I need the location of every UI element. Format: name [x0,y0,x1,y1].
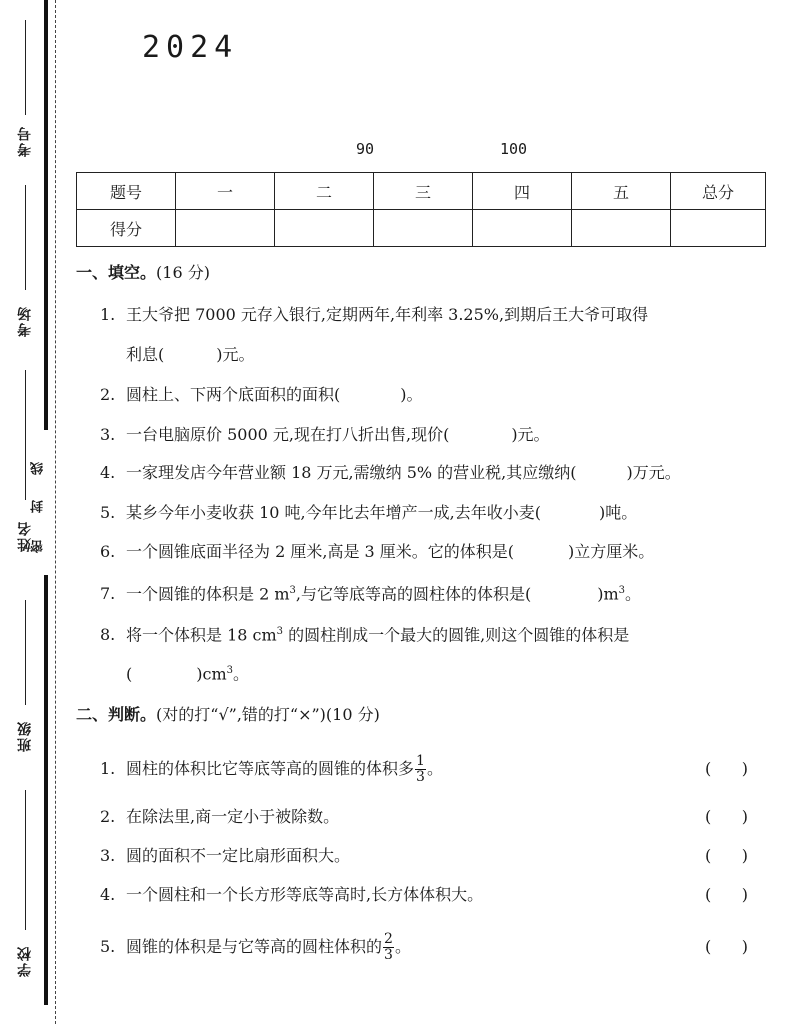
question-text: 。 [394,937,411,956]
question-number: 3. [100,425,116,444]
cell-score-blank [275,210,374,247]
answer-parentheses[interactable]: ( ) [705,759,748,778]
judge-question-1 [100,754,780,785]
question-text: 圆柱上、下两个底面积的面积( [126,385,341,404]
fraction-numerator: 1 [416,753,425,769]
question-text: 圆柱的体积比它等底等高的圆锥的体积多 [126,759,415,778]
field-rule [25,185,26,290]
label-school: 学校 [17,945,33,977]
judge-question-3 [100,845,780,867]
question-text: )。 [400,385,423,404]
question-text: ,与它等底等高的圆柱体的体积是( [295,584,532,604]
fraction-denominator: 3 [416,769,425,785]
cell-header: 四 [473,173,572,210]
cell-header: 三 [374,173,473,210]
question-number: 8. [100,625,116,645]
question-text: )立方厘米。 [568,542,655,561]
superscript: 3 [226,665,233,676]
question-text: ( [126,664,133,684]
cell-score-blank [473,210,572,247]
question-number: 6. [100,542,116,561]
question-number: 4. [100,463,116,482]
cell-score-blank [572,210,671,247]
question-number: 2. [100,807,116,826]
fill-question-3 [100,424,780,446]
cell-score-blank [176,210,275,247]
superscript: 3 [289,585,296,596]
fill-question-2 [100,384,780,406]
cell-score-label: 得分 [77,210,176,247]
question-text: 。 [426,759,443,778]
section1-title-text: 一、填空。 [76,263,157,282]
superscript: 3 [618,585,626,596]
fill-question-1 [100,304,780,326]
header-number-90: 90 [356,140,375,158]
cell-score-blank [671,210,766,247]
cell-header: 题号 [77,173,176,210]
question-text: 一个圆柱和一个长方形等底等高时,长方体体积大。 [126,885,484,904]
field-rule [25,600,26,705]
question-number: 5. [100,503,116,522]
seal-word-mi: 密 [31,540,46,553]
field-rule [25,370,26,500]
fraction-numerator: 2 [384,931,393,947]
question-text: 一个圆锥底面半径为 2 厘米,高是 3 厘米。它的体积是( [126,542,515,561]
seal-word-xian: 线 [31,462,46,475]
question-number: 2. [100,385,116,404]
question-number: 1. [100,305,116,324]
fraction-denominator: 3 [384,947,393,963]
fraction [415,754,426,785]
question-text: )万元。 [626,463,681,482]
answer-parentheses[interactable]: ( ) [705,846,748,865]
question-text: 王大爷把 7000 元存入银行,定期两年,年利率 3.25%,到期后王大爷可取得 [126,305,649,324]
seal-dashed-line [55,0,56,1024]
question-number: 1. [100,759,116,778]
binding-thick-line-top [44,0,48,430]
fill-question-8 [100,621,780,646]
section1-title [76,262,210,284]
cell-header: 五 [572,173,671,210]
cell-header: 一 [176,173,275,210]
answer-parentheses[interactable]: ( ) [705,885,748,904]
question-number: 7. [100,584,116,604]
superscript: 3 [276,626,284,637]
question-text: 将一个体积是 18 cm [126,625,277,645]
label-exam-number: 考号 [17,125,33,157]
question-text: 圆的面积不一定比扇形面积大。 [126,846,351,865]
field-rule [25,790,26,930]
binding-thick-line-bottom [44,575,48,1005]
score-table [76,172,766,247]
fill-question-7 [100,580,780,605]
question-text: 在除法里,商一定小于被除数。 [126,807,340,826]
score-table-header-row [77,173,766,210]
question-text: 一台电脑原价 5000 元,现在打八折出售,现价( [126,425,450,444]
question-number: 5. [100,937,116,956]
section2-title-text: 二、判断。 [76,705,157,724]
question-text: 。 [625,584,642,604]
field-rule [25,20,26,115]
question-text: 一个圆锥的体积是 2 m [126,584,290,604]
exam-year: 2024 [142,30,239,65]
answer-parentheses[interactable]: ( ) [705,807,748,826]
fill-question-4 [100,462,780,484]
seal-word-feng: 封 [31,500,46,513]
question-text: 一家理发店今年营业额 18 万元,需缴纳 5% 的营业税,其应缴纳( [126,463,577,482]
judge-question-2 [100,806,780,828]
question-text: )元。 [216,345,255,364]
label-class: 班级 [17,720,33,752]
section2-points: (对的打“√”,错的打“×”)(10 分) [156,705,380,724]
binding-margin [0,0,60,1024]
cell-header: 二 [275,173,374,210]
question-text: 利息( [126,345,165,364]
question-text: 的圆柱削成一个最大的圆锥,则这个圆锥的体积是 [283,625,630,645]
section1-points: (16 分) [156,263,210,282]
fill-question-6 [100,541,780,563]
score-table-score-row [77,210,766,247]
question-text: )cm [196,664,227,684]
fraction [383,932,394,963]
judge-question-4 [100,884,780,906]
question-text: 。 [233,664,250,684]
question-text: )吨。 [598,503,638,522]
question-number: 4. [100,885,116,904]
fill-question-5 [100,502,780,524]
answer-parentheses[interactable]: ( ) [705,937,748,956]
header-number-100: 100 [500,140,528,158]
question-text: 圆锥的体积是与它等高的圆柱体积的 [126,937,383,956]
fill-question-8-line2 [126,660,249,685]
fill-question-1-line2 [126,344,255,366]
question-text: )m [597,584,619,604]
question-number: 3. [100,846,116,865]
judge-question-5 [100,932,780,963]
label-name: 姓名 [17,520,33,552]
question-text: 某乡今年小麦收获 10 吨,今年比去年增产一成,去年收小麦( [126,503,541,522]
label-exam-room: 考场 [17,305,33,337]
question-text: )元。 [511,425,550,444]
cell-score-blank [374,210,473,247]
cell-header: 总分 [671,173,766,210]
section2-title [76,704,380,726]
